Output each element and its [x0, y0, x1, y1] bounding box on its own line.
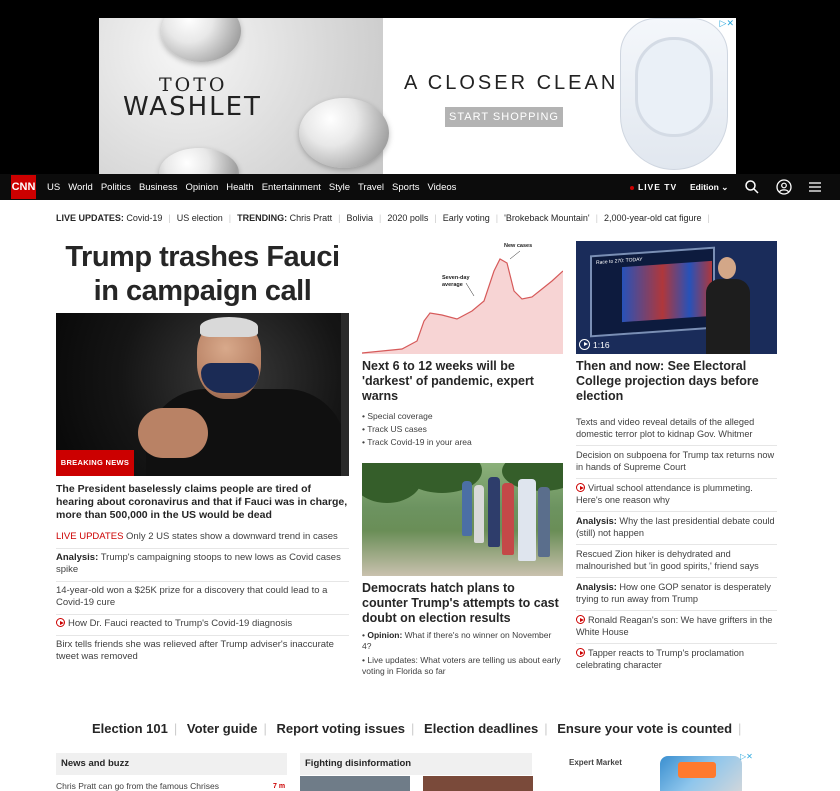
analysis-prefix: Analysis: — [56, 552, 99, 563]
nav-link-health[interactable]: Health — [226, 181, 254, 193]
play-video-icon — [576, 483, 585, 492]
toilet-seat-image — [620, 18, 728, 170]
list-item[interactable] — [576, 413, 777, 445]
play-icon — [579, 339, 590, 350]
seven-day-average-label: Seven-day average — [442, 275, 470, 288]
report-voting-issues-link[interactable]: Report voting issues — [276, 721, 406, 736]
cnn-logo[interactable]: CNN — [11, 175, 36, 199]
water-drop-image — [299, 98, 389, 168]
story-text: How Dr. Fauci reacted to Trump's Covid-19 diagnosis — [68, 618, 293, 629]
col2-headline-1[interactable]: Next 6 to 12 weeks will be 'darkest' of pandemic, expert warns — [362, 359, 534, 403]
news-and-buzz-header: News and buzz — [56, 753, 287, 775]
list-item[interactable] — [56, 581, 349, 614]
screen-title: Race to 270: TODAY — [596, 256, 643, 266]
analysis-prefix: Analysis: — [576, 582, 617, 592]
ad-brand-bottom: WASHLET — [123, 92, 262, 122]
story-text: Decision on subpoena for Trump tax returns now in hands of Supreme Court — [576, 450, 775, 472]
story-text: Texts and video reveal details of the alleged domestic terror plot to kidnap Gov. Whitmer — [576, 417, 755, 439]
menu-icon[interactable] — [807, 179, 823, 195]
list-item[interactable] — [576, 577, 777, 610]
story-text: Why the last presidential debate could (still) not happen — [576, 516, 775, 538]
news-buzz-story[interactable]: Chris Pratt can go from the famous Chrises — [56, 781, 219, 791]
electoral-map-screen — [590, 247, 715, 338]
disinfo-thumbnail-1[interactable] — [300, 776, 410, 791]
story-text: Rescued Zion hiker is dehydrated and malnourished but 'in good spirits,' friend says — [576, 549, 759, 571]
trend-link-covid[interactable]: Covid-19 — [126, 213, 163, 223]
live-updates-prefix: LIVE UPDATES — [56, 531, 124, 542]
live-updates-label: LIVE UPDATES: — [56, 213, 124, 223]
cases-chart-svg — [362, 241, 563, 354]
col2-headline-2[interactable]: Democrats hatch plans to counter Trump's attempts to cast doubt on election results — [362, 581, 559, 625]
col3-story-list — [576, 413, 777, 676]
live-tv-label: LIVE TV — [638, 182, 678, 192]
story-text: 14-year-old won a $25K prize for a discovery that could lead to a Covid-19 cure — [56, 585, 328, 608]
list-item[interactable]: • Track Covid-19 in your area — [362, 437, 472, 447]
trend-link-polls[interactable]: 2020 polls — [387, 213, 429, 223]
edition-label: Edition — [690, 182, 719, 192]
adchoices-icon[interactable]: ▷✕ — [740, 752, 753, 761]
list-item[interactable]: • Live updates: What voters are telling us about early voting in Florida so far — [362, 655, 561, 676]
election-101-link[interactable]: Election 101 — [92, 721, 168, 736]
electoral-map-video-thumbnail[interactable] — [576, 241, 777, 354]
story-timestamp: 7 m — [273, 783, 286, 790]
ad-brand-top: TOTO — [159, 74, 228, 96]
toto-ad[interactable] — [99, 18, 736, 174]
breaking-news-badge: BREAKING NEWS — [56, 450, 134, 476]
top-ad-band — [0, 0, 840, 174]
nav-link-world[interactable]: World — [68, 181, 93, 193]
chevron-down-icon: ⌄ — [721, 182, 729, 192]
main-nav — [0, 174, 840, 200]
list-item[interactable] — [56, 548, 349, 581]
play-video-icon — [576, 648, 585, 657]
story-text: Ronald Reagan's son: We have grifters in the White House — [576, 615, 773, 637]
covid-cases-chart[interactable] — [362, 241, 563, 354]
live-dot-icon — [630, 186, 634, 190]
list-item[interactable] — [56, 635, 349, 668]
cases-area — [362, 259, 563, 354]
col3-headline[interactable]: Then and now: See Electoral College projection days before election — [576, 359, 759, 403]
list-item[interactable] — [576, 478, 777, 511]
bullet-text: Track Covid-19 in your area — [367, 437, 472, 447]
ensure-vote-counted-link[interactable]: Ensure your vote is counted — [557, 721, 733, 736]
bullet-text: What if there's no winner on November 4? — [362, 630, 552, 651]
trend-link-election[interactable]: US election — [176, 213, 223, 223]
nav-link-politics[interactable]: Politics — [100, 181, 131, 193]
col2-bullets-2 — [362, 630, 563, 680]
list-item[interactable] — [56, 528, 349, 548]
start-shopping-button[interactable]: START SHOPPING — [445, 107, 563, 127]
nav-link-us[interactable]: US — [47, 181, 61, 193]
early-voting-line-image[interactable] — [362, 463, 563, 576]
voter-guide-link[interactable]: Voter guide — [186, 721, 258, 736]
story-text: Birx tells friends she was relieved after Trump adviser's inaccurate tweet was removed — [56, 639, 334, 662]
adchoices-icon[interactable]: ▷✕ — [719, 18, 734, 28]
new-cases-label: New cases — [504, 243, 533, 249]
lead-story-text[interactable]: The President baselessly claims people are tired of hearing about coronavirus and that if Fauci was in charge, more than 500,000 in the US would be dead — [56, 483, 348, 521]
play-video-icon — [576, 615, 585, 624]
nav-link-style[interactable]: Style — [328, 181, 350, 193]
nav-link-travel[interactable]: Travel — [358, 181, 385, 193]
fighting-disinformation-header: Fighting disinformation — [300, 753, 532, 775]
list-item[interactable] — [576, 610, 777, 643]
list-item[interactable]: • Special coverage — [362, 411, 433, 421]
duration-text: 1:16 — [593, 339, 610, 350]
expert-market-ad-label[interactable]: Expert Market — [569, 758, 622, 767]
election-links: Election 101 | Voter guide | Report voting issues | Election deadlines | Ensure your vote is counted | — [92, 721, 742, 736]
play-video-icon — [56, 618, 65, 627]
live-tv-link[interactable] — [630, 174, 677, 200]
list-item[interactable] — [576, 511, 777, 544]
trend-link-pratt[interactable]: Chris Pratt — [289, 213, 333, 223]
search-icon[interactable] — [744, 179, 760, 195]
trend-link-brokeback[interactable]: 'Brokeback Mountain' — [504, 213, 590, 223]
col1-story-list — [56, 528, 349, 668]
water-drop-image — [161, 18, 241, 62]
bullet-text: Special coverage — [367, 411, 433, 421]
story-text: How one GOP senator is desperately trying to run away from Trump — [576, 582, 771, 604]
nav-link-opinion[interactable]: Opinion — [185, 181, 219, 193]
opinion-prefix: Opinion: — [367, 630, 403, 640]
election-deadlines-link[interactable]: Election deadlines — [424, 721, 539, 736]
bullet-text: Track US cases — [367, 424, 427, 434]
trend-link-bolivia[interactable]: Bolivia — [346, 213, 373, 223]
list-item[interactable] — [576, 643, 777, 676]
story-text: Virtual school attendance is plummeting. Here's one reason why — [576, 483, 753, 505]
list-item[interactable] — [576, 544, 777, 577]
user-account-icon[interactable] — [776, 179, 792, 195]
trend-link-cat-figure[interactable]: 2,000-year-old cat figure — [603, 213, 702, 223]
list-item[interactable] — [56, 614, 349, 635]
nav-link-entertainment[interactable]: Entertainment — [261, 181, 321, 193]
edition-selector[interactable] — [690, 174, 728, 200]
trending-bar: LIVE UPDATES: Covid-19 | US election | TRENDING: Chris Pratt | Bolivia | 2020 polls | Early voting | 'Brokeback Mountain' | 2,000-year-old cat figure | — [56, 213, 710, 223]
bullet-text: Live updates: What voters are telling us about early voting in Florida so far — [362, 655, 561, 676]
main-headline[interactable]: Trump trashes Fauci in campaign call — [65, 241, 340, 307]
nav-link-business[interactable]: Business — [138, 181, 178, 193]
ad-water-image — [99, 18, 383, 174]
disinfo-thumbnail-2[interactable] — [423, 776, 533, 791]
nav-link-videos[interactable]: Videos — [427, 181, 457, 193]
ad-headline: A CLOSER CLEAN — [404, 72, 619, 94]
list-item[interactable] — [576, 445, 777, 478]
trend-link-early-voting[interactable]: Early voting — [442, 213, 490, 223]
water-drop-image — [159, 148, 239, 174]
nav-link-sports[interactable]: Sports — [392, 181, 420, 193]
story-text: Only 2 US states show a downward trend in cases — [123, 531, 338, 542]
analysis-prefix: Analysis: — [576, 516, 617, 526]
expert-market-ad-image[interactable] — [660, 756, 742, 791]
video-duration — [579, 339, 610, 350]
story-text: Tapper reacts to Trump's proclamation celebrating character — [576, 648, 744, 670]
list-item[interactable]: • Track US cases — [362, 424, 427, 434]
trending-label: TRENDING: — [237, 213, 288, 223]
nav-links — [47, 174, 456, 200]
list-item[interactable]: • Opinion: What if there's no winner on November 4? — [362, 630, 552, 651]
col2-bullets-1 — [362, 410, 563, 449]
story-text: Trump's campaigning stoops to new lows as Covid cases spike — [56, 552, 341, 575]
